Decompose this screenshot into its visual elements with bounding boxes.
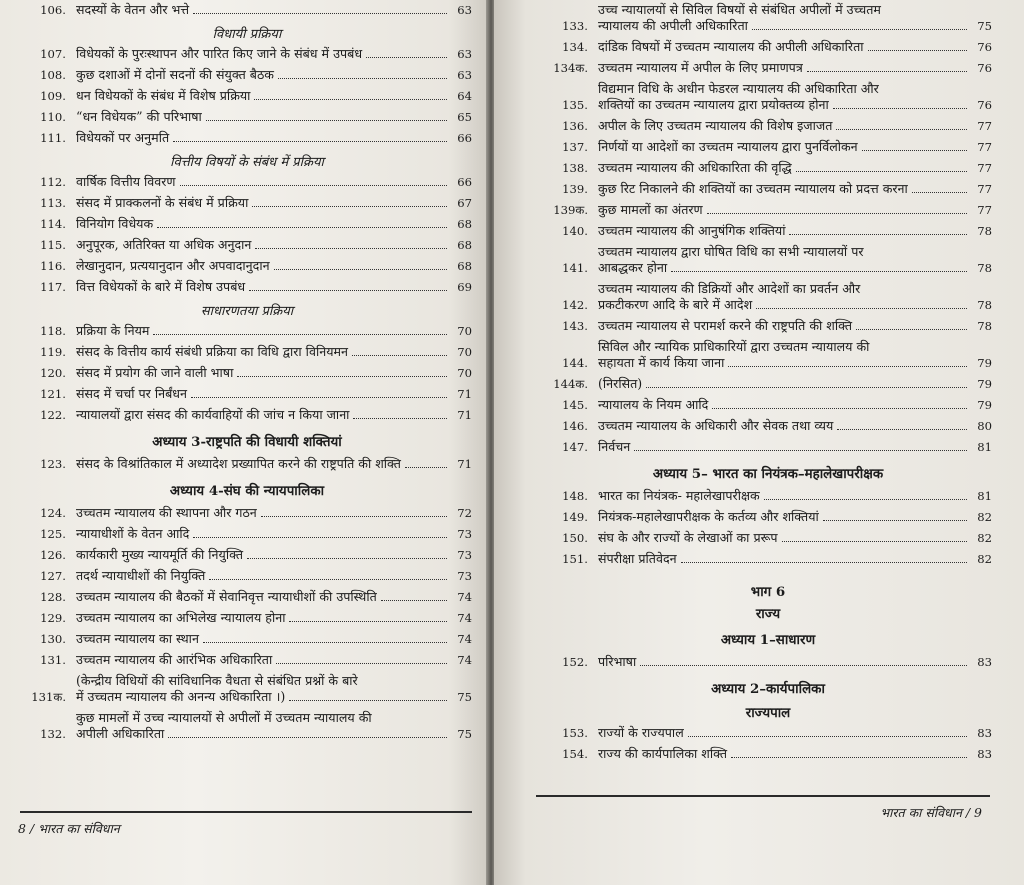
article-number: 125. [40, 527, 66, 541]
article-number: 114. [40, 217, 66, 231]
article-title: संसद के विश्रांतिकाल में अध्यादेश प्रख्यापित करने की राष्ट्रपति की शक्ति [76, 456, 401, 471]
dot-leader [247, 558, 447, 559]
toc-entry [544, 395, 992, 416]
toc-entry [544, 507, 992, 528]
article-number: 139. [562, 182, 588, 196]
page-number: 80 [977, 419, 992, 433]
page-number: 70 [457, 324, 472, 338]
article-title: शक्तियों का उच्चतम न्यायालय द्वारा प्रयोक्तव्य होना [598, 97, 829, 112]
article-number: 130. [40, 632, 66, 646]
chapter-heading: अध्याय 2–कार्यपालिका [711, 681, 825, 697]
article-number: 133. [562, 19, 588, 33]
article-title: कार्यकारी मुख्य न्यायमूर्ति की नियुक्ति [76, 547, 244, 562]
article-title: सिविल और न्यायिक प्राधिकारियों द्वारा उच्चतम न्यायालय की [598, 339, 870, 354]
article-title: सहायता में कार्य किया जाना [598, 355, 725, 370]
toc-entry [544, 79, 992, 116]
article-title: नियंत्रक-महालेखापरीक्षक के कर्तव्य और शक्तियां [598, 509, 819, 524]
article-title: वित्त विधेयकों के बारे में विशेष उपबंध [76, 279, 246, 294]
article-number: 129. [40, 611, 66, 625]
toc-entry [544, 179, 992, 200]
article-number: 124. [40, 506, 66, 520]
article-title: कुछ मामलों में उच्च न्यायालयों से अपीलों में उच्चतम न्यायालय की [76, 710, 372, 725]
article-title: प्रकटीकरण आदि के बारे में आदेश [598, 297, 753, 312]
article-number: 141. [562, 261, 588, 275]
article-title: लेखानुदान, प्रत्ययानुदान और अपवादानुदान [76, 258, 270, 273]
article-number: 123. [40, 457, 66, 471]
toc-entry [22, 172, 472, 193]
article-title: उच्च न्यायालयों से सिविल विषयों से संबंधित अपीलों में उच्चतम [598, 2, 881, 17]
article-number: 146. [562, 419, 588, 433]
dot-leader [823, 520, 967, 521]
dot-leader [193, 537, 447, 538]
toc-entry [544, 37, 992, 58]
article-title: विधेयकों पर अनुमति [76, 130, 170, 145]
page-number: 77 [977, 203, 992, 217]
dot-leader [276, 663, 447, 664]
article-title: उच्चतम न्यायालय के अधिकारी और सेवक तथा व्यय [598, 418, 834, 433]
dot-leader [153, 334, 447, 335]
toc-entry [544, 652, 992, 673]
article-number: 139क. [553, 203, 588, 217]
page-number: 77 [977, 119, 992, 133]
article-title: उच्चतम न्यायालय की डिक्रियों और आदेशों का प्रवर्तन और [598, 281, 861, 296]
page-number: 68 [457, 259, 472, 273]
article-title: कुछ दशाओं में दोनों सदनों की संयुक्त बैठक [76, 67, 274, 82]
article-number: 131क. [31, 690, 66, 704]
article-title: (निरसित) [598, 376, 643, 391]
dot-leader [640, 665, 967, 666]
left-footer: 8 / भारत का संविधान [18, 821, 120, 836]
toc-entry [22, 629, 472, 650]
dot-leader [634, 450, 967, 451]
page-number: 82 [977, 552, 992, 566]
article-title: राज्यों के राज्यपाल [598, 725, 684, 740]
article-title: प्रक्रिया के नियम [76, 323, 150, 338]
dot-leader [191, 397, 447, 398]
toc-entry [544, 486, 992, 507]
article-title: उच्चतम न्यायालय का अभिलेख न्यायालय होना [76, 610, 286, 625]
page-number: 63 [457, 47, 472, 61]
toc-entry [22, 566, 472, 587]
dot-leader [728, 366, 967, 367]
article-number: 131. [40, 653, 66, 667]
right-toc [544, 0, 992, 765]
dot-leader [671, 271, 967, 272]
toc-entry [22, 65, 472, 86]
page-number: 71 [457, 457, 472, 471]
article-title: संसद में प्राक्कलनों के संबंध में प्रक्रिया [76, 195, 249, 210]
article-number: 145. [562, 398, 588, 412]
article-number: 148. [562, 489, 588, 503]
article-title: संसद के वित्तीय कार्य संबंधी प्रक्रिया का विधि द्वारा विनियमन [76, 344, 349, 359]
dot-leader [252, 206, 447, 207]
toc-entry [544, 549, 992, 570]
article-title: आबद्धकर होना [598, 260, 668, 275]
page-number: 81 [977, 440, 992, 454]
toc-entry [22, 650, 472, 671]
article-number: 116. [40, 259, 66, 273]
page-number: 71 [457, 387, 472, 401]
page-number: 73 [457, 569, 472, 583]
page-number: 78 [977, 298, 992, 312]
article-title: उच्चतम न्यायालय द्वारा घोषित विधि का सभी न्यायालयों पर [598, 244, 864, 259]
article-number: 137. [562, 140, 588, 154]
dot-leader [274, 269, 447, 270]
article-title: न्यायालय के नियम आदि [598, 397, 709, 412]
toc-entry [22, 256, 472, 277]
toc-entry [544, 723, 992, 744]
article-title: उच्चतम न्यायालय की स्थापना और गठन [76, 505, 257, 520]
toc-entry [22, 342, 472, 363]
toc-entry [544, 137, 992, 158]
dot-leader [856, 329, 967, 330]
article-title: न्यायाधीशों के वेतन आदि [76, 526, 190, 541]
article-number: 151. [562, 552, 588, 566]
page-number: 77 [977, 182, 992, 196]
toc-entry [22, 193, 472, 214]
toc-entry [544, 337, 992, 374]
article-number: 107. [40, 47, 66, 61]
page-number: 78 [977, 319, 992, 333]
toc-entry [22, 0, 472, 21]
article-title: विद्यमान विधि के अधीन फेडरल न्यायालय की अधिकारिता और [598, 81, 879, 96]
article-title: वार्षिक वित्तीय विवरण [76, 174, 176, 189]
toc-entry [544, 221, 992, 242]
dot-leader [254, 99, 447, 100]
page-number: 74 [457, 632, 472, 646]
article-title: संसद में चर्चा पर निर्बंधन [76, 386, 187, 401]
toc-entry [22, 454, 472, 475]
article-title: अपीली अधिकारिता [76, 726, 165, 741]
left-toc [22, 0, 472, 745]
right-footer: भारत का संविधान / 9 [880, 805, 982, 820]
article-title: कुछ मामलों का अंतरण [598, 202, 703, 217]
article-title: उच्चतम न्यायालय की आरंभिक अधिकारिता [76, 652, 273, 667]
article-title: अनुपूरक, अतिरिक्त या अधिक अनुदान [76, 237, 252, 252]
dot-leader [789, 234, 967, 235]
dot-leader [807, 71, 967, 72]
toc-entry [22, 503, 472, 524]
article-number: 132. [40, 727, 66, 741]
toc-entry [22, 405, 472, 426]
page-number: 68 [457, 238, 472, 252]
page-number: 82 [977, 531, 992, 545]
page-number: 76 [977, 40, 992, 54]
sub-heading: राज्यपाल [745, 705, 791, 721]
section-heading: साधारणतया प्रक्रिया [200, 304, 294, 319]
article-title: धन विधेयकों के संबंध में विशेष प्रक्रिया [76, 88, 251, 103]
page-number: 63 [457, 68, 472, 82]
toc-entry [22, 128, 472, 149]
dot-leader [157, 227, 447, 228]
toc-entry [544, 416, 992, 437]
toc-entry [544, 0, 992, 37]
article-number: 144क. [553, 377, 588, 391]
page-number: 68 [457, 217, 472, 231]
article-number: 110. [40, 110, 66, 124]
article-number: 127. [40, 569, 66, 583]
toc-entry [544, 744, 992, 765]
toc-entry [22, 86, 472, 107]
toc-entry [544, 437, 992, 458]
dot-leader [352, 355, 447, 356]
page-number: 64 [457, 89, 472, 103]
left-footer-rule [20, 811, 472, 813]
article-title: संघ के और राज्यों के लेखाओं का प्ररूप [598, 530, 778, 545]
dot-leader [193, 13, 447, 14]
article-number: 140. [562, 224, 588, 238]
dot-leader [681, 562, 967, 563]
article-title: सदस्यों के वेतन और भत्ते [76, 2, 190, 17]
dot-leader [764, 499, 967, 500]
part-heading: भाग 6 [750, 584, 786, 600]
toc-entry [22, 44, 472, 65]
toc-entry [22, 587, 472, 608]
toc-entry [544, 374, 992, 395]
page-number: 69 [457, 280, 472, 294]
page-number: 81 [977, 489, 992, 503]
article-title: उच्चतम न्यायालय की बैठकों में सेवानिवृत्त न्यायाधीशों की उपस्थिति [76, 589, 377, 604]
dot-leader [381, 600, 447, 601]
page-number: 71 [457, 408, 472, 422]
toc-entry [544, 200, 992, 221]
article-number: 126. [40, 548, 66, 562]
article-number: 154. [562, 747, 588, 761]
article-number: 112. [40, 175, 66, 189]
page-number: 76 [977, 98, 992, 112]
page-number: 79 [977, 398, 992, 412]
article-title: दांडिक विषयों में उच्चतम न्यायालय की अपीली अधिकारिता [598, 39, 864, 54]
toc-entry [22, 384, 472, 405]
page-number: 79 [977, 377, 992, 391]
toc-entry [22, 235, 472, 256]
dot-leader [237, 376, 447, 377]
toc-entry [544, 116, 992, 137]
article-number: 128. [40, 590, 66, 604]
toc-entry [544, 279, 992, 316]
article-number: 149. [562, 510, 588, 524]
dot-leader [782, 541, 967, 542]
dot-leader [796, 171, 967, 172]
page-number: 79 [977, 356, 992, 370]
article-title: विधेयकों के पुरःस्थापन और पारित किए जाने के संबंध में उपबंध [76, 46, 363, 61]
article-number: 111. [40, 131, 66, 145]
article-title: उच्चतम न्यायालय की आनुषंगिक शक्तियां [598, 223, 786, 238]
dot-leader [255, 248, 447, 249]
dot-leader [837, 429, 967, 430]
chapter-heading: अध्याय 4-संघ की न्यायपालिका [169, 483, 325, 499]
dot-leader [912, 192, 967, 193]
toc-entry [22, 545, 472, 566]
article-title: न्यायालय की अपीली अधिकारिता [598, 18, 748, 33]
dot-leader [366, 57, 447, 58]
dot-leader [353, 418, 447, 419]
page-number: 66 [457, 131, 472, 145]
dot-leader [249, 290, 447, 291]
article-title: उच्चतम न्यायालय की अधिकारिता की वृद्धि [598, 160, 792, 175]
section-heading: विधायी प्रक्रिया [212, 27, 282, 42]
article-number: 147. [562, 440, 588, 454]
page-number: 75 [977, 19, 992, 33]
dot-leader [289, 700, 447, 701]
article-number: 118. [40, 324, 66, 338]
article-number: 122. [40, 408, 66, 422]
article-number: 113. [40, 196, 66, 210]
article-title: निर्णयों या आदेशों का उच्चतम न्यायालय द्वारा पुनर्विलोकन [598, 139, 858, 154]
article-title: उच्चतम न्यायालय से परामर्श करने की राष्ट्रपति की शक्ति [598, 318, 853, 333]
article-number: 119. [40, 345, 66, 359]
article-title: उच्चतम न्यायालय का स्थान [76, 631, 199, 646]
toc-entry [544, 242, 992, 279]
article-number: 109. [40, 89, 66, 103]
dot-leader [868, 50, 967, 51]
dot-leader [261, 516, 447, 517]
article-number: 142. [562, 298, 588, 312]
dot-leader [731, 757, 967, 758]
article-number: 138. [562, 161, 588, 175]
page-number: 83 [977, 655, 992, 669]
page-number: 77 [977, 161, 992, 175]
sub-heading: राज्य [755, 606, 781, 622]
page-number: 72 [457, 506, 472, 520]
article-title: विनियोग विधेयक [76, 216, 154, 231]
toc-entry [544, 316, 992, 337]
toc-entry [22, 608, 472, 629]
toc-entry [22, 107, 472, 128]
dot-leader [209, 579, 447, 580]
article-number: 153. [562, 726, 588, 740]
dot-leader [278, 78, 447, 79]
page-number: 74 [457, 611, 472, 625]
page-number: 73 [457, 527, 472, 541]
chapter-heading: अध्याय 3-राष्ट्रपति की विधायी शक्तियां [152, 434, 342, 450]
page-number: 83 [977, 726, 992, 740]
toc-entry [22, 214, 472, 235]
article-title: संपरीक्षा प्रतिवेदन [598, 551, 677, 566]
article-title: (केन्द्रीय विधियों की सांविधानिक वैधता से संबंधित प्रश्नों के बारे [76, 673, 358, 688]
toc-entry [544, 58, 992, 79]
page-number: 75 [457, 727, 472, 741]
article-title: राज्य की कार्यपालिका शक्ति [598, 746, 728, 761]
chapter-heading: अध्याय 1–साधारण [720, 632, 816, 648]
page-number: 75 [457, 690, 472, 704]
article-title: संसद में प्रयोग की जाने वाली भाषा [76, 365, 234, 380]
article-number: 121. [40, 387, 66, 401]
dot-leader [168, 737, 447, 738]
article-number: 115. [40, 238, 66, 252]
article-number: 134. [562, 40, 588, 54]
dot-leader [836, 129, 967, 130]
page-number: 63 [457, 3, 472, 17]
right-footer-rule [536, 795, 990, 797]
article-number: 136. [562, 119, 588, 133]
article-number: 134क. [553, 61, 588, 75]
dot-leader [173, 141, 447, 142]
toc-entry [22, 708, 472, 745]
article-number: 143. [562, 319, 588, 333]
dot-leader [756, 308, 967, 309]
article-number: 120. [40, 366, 66, 380]
article-number: 150. [562, 531, 588, 545]
article-number: 106. [40, 3, 66, 17]
page-number: 73 [457, 548, 472, 562]
page-number: 78 [977, 224, 992, 238]
article-number: 135. [562, 98, 588, 112]
chapter-heading: अध्याय 5– भारत का नियंत्रक–महालेखापरीक्षक [652, 466, 884, 482]
toc-entry [22, 321, 472, 342]
page-number: 83 [977, 747, 992, 761]
right-page [494, 0, 1024, 885]
toc-entry [544, 158, 992, 179]
dot-leader [180, 185, 447, 186]
page-number: 76 [977, 61, 992, 75]
page-number: 67 [457, 196, 472, 210]
dot-leader [752, 29, 967, 30]
dot-leader [203, 642, 447, 643]
toc-entry [544, 528, 992, 549]
article-number: 152. [562, 655, 588, 669]
dot-leader [289, 621, 447, 622]
page-number: 82 [977, 510, 992, 524]
dot-leader [707, 213, 967, 214]
article-title: न्यायालयों द्वारा संसद की कार्यवाहियों की जांच न किया जाना [76, 407, 350, 422]
dot-leader [206, 120, 447, 121]
article-number: 108. [40, 68, 66, 82]
page-number: 66 [457, 175, 472, 189]
article-title: में उच्चतम न्यायालय की अनन्य अधिकारिता ।) [76, 689, 286, 704]
dot-leader [833, 108, 967, 109]
article-title: निर्वचन [598, 439, 631, 454]
article-title: कुछ रिट निकालने की शक्तियों का उच्चतम न्यायालय को प्रदत्त करना [598, 181, 908, 196]
section-heading: वित्तीय विषयों के संबंध में प्रक्रिया [170, 155, 324, 170]
article-number: 144. [562, 356, 588, 370]
article-title: परिभाषा [598, 654, 637, 669]
article-number: 117. [40, 280, 66, 294]
dot-leader [646, 387, 967, 388]
article-title: अपील के लिए उच्चतम न्यायालय की विशेष इजाजत [598, 118, 833, 133]
article-title: भारत का नियंत्रक- महालेखापरीक्षक [598, 488, 760, 503]
article-title: “धन विधेयक” की परिभाषा [76, 109, 202, 124]
dot-leader [405, 467, 447, 468]
dot-leader [712, 408, 967, 409]
page-number: 70 [457, 345, 472, 359]
page-number: 74 [457, 590, 472, 604]
toc-entry [22, 524, 472, 545]
page-number: 74 [457, 653, 472, 667]
page-number: 65 [457, 110, 472, 124]
dot-leader [688, 736, 967, 737]
toc-entry [22, 277, 472, 298]
article-title: उच्चतम न्यायालय में अपील के लिए प्रमाणपत्र [598, 60, 803, 75]
toc-entry [22, 671, 472, 708]
toc-entry [22, 363, 472, 384]
page-number: 78 [977, 261, 992, 275]
left-page [0, 0, 488, 885]
dot-leader [862, 150, 967, 151]
article-title: तदर्थ न्यायाधीशों की नियुक्ति [76, 568, 206, 583]
page-number: 70 [457, 366, 472, 380]
page-number: 77 [977, 140, 992, 154]
